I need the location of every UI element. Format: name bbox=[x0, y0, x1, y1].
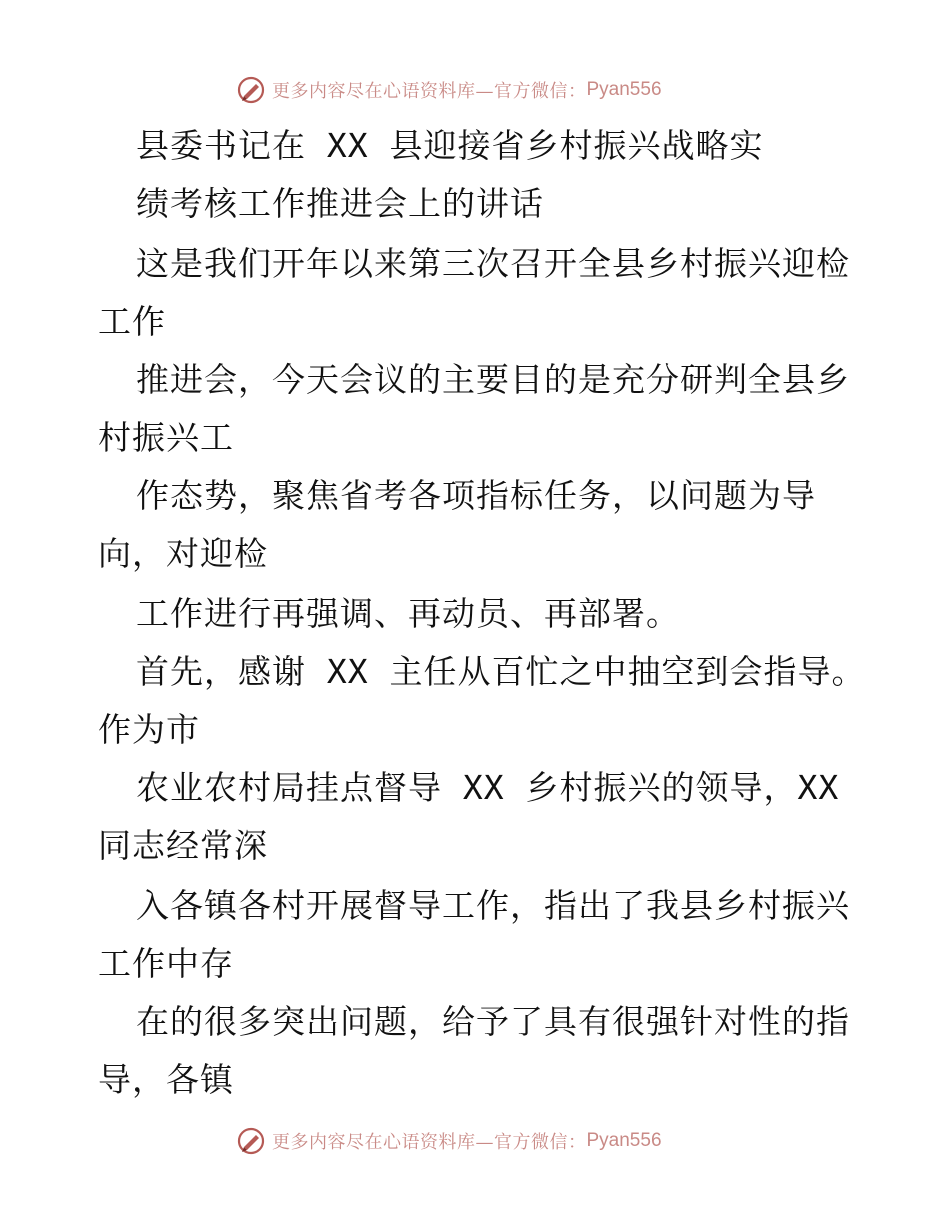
watermark-wechat-id: Pyan556 bbox=[586, 1130, 662, 1151]
text-line: 首先，感谢 XX 主任从百忙之中抽空到会指导。 bbox=[136, 652, 866, 691]
text-line: 推进会，今天会议的主要目的是充分研判全县乡 bbox=[136, 360, 850, 399]
pen-logo-icon bbox=[236, 75, 266, 105]
text-line: 作态势，聚焦省考各项指标任务，以问题为导 bbox=[136, 476, 816, 515]
pen-logo-icon bbox=[236, 1126, 266, 1156]
text-line: 工作 bbox=[98, 302, 166, 341]
text-line: 作为市 bbox=[98, 710, 200, 749]
watermark-wechat-id: Pyan556 bbox=[586, 79, 662, 100]
text-line: 农业农村局挂点督导 XX 乡村振兴的领导，XX bbox=[136, 768, 840, 807]
watermark-text: 更多内容尽在心语资料库—官方微信： bbox=[272, 81, 587, 102]
document-title-line: 绩考核工作推进会上的讲话 bbox=[136, 184, 544, 223]
text-line: 导，各镇 bbox=[98, 1060, 234, 1099]
text-line: 村振兴工 bbox=[98, 418, 234, 457]
text-line: 入各镇各村开展督导工作，指出了我县乡村振兴 bbox=[136, 886, 850, 925]
footer-watermark bbox=[236, 1124, 662, 1158]
document-title-line: 县委书记在 XX 县迎接省乡村振兴战略实 bbox=[136, 126, 764, 165]
text-line: 工作进行再强调、再动员、再部署。 bbox=[136, 594, 680, 633]
text-line: 向，对迎检 bbox=[98, 534, 268, 573]
text-line: 同志经常深 bbox=[98, 826, 268, 865]
text-line: 这是我们开年以来第三次召开全县乡村振兴迎检 bbox=[136, 244, 850, 283]
watermark-text: 更多内容尽在心语资料库—官方微信： bbox=[272, 1132, 587, 1153]
text-line: 在的很多突出问题，给予了具有很强针对性的指 bbox=[136, 1002, 850, 1041]
text-line: 工作中存 bbox=[98, 944, 234, 983]
header-watermark bbox=[236, 73, 662, 107]
